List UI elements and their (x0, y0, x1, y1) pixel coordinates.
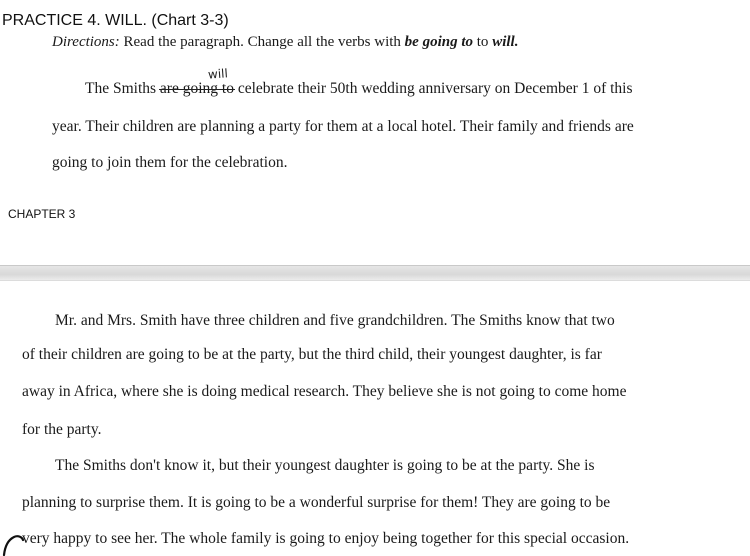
paragraph1-line1 (85, 80, 633, 98)
chapter-label: CHAPTER 3 (8, 207, 76, 221)
practice-title: PRACTICE 4. WILL. (Chart 3-3) (2, 12, 229, 29)
paragraph1-line3: going to join them for the celebration. (52, 154, 288, 171)
paragraph1-line1-start: The Smiths (85, 80, 160, 97)
paragraph1-line2: year. Their children are planning a party for them at a local hotel. Their family and friends are (52, 118, 634, 135)
handwritten-correction: will (207, 66, 229, 82)
directions-emph-will: will. (492, 34, 519, 50)
paragraph2-line3: away in Africa, where she is doing medical research. They believe she is not going to come home (22, 383, 627, 400)
struck-phrase: are going to (159, 80, 234, 97)
paragraph2-line4: for the party. (22, 421, 102, 438)
paragraph3-line2: planning to surprise them. It is going to be a wonderful surprise for them! They are going to be (22, 494, 611, 511)
paragraph3-line1: The Smiths don't know it, but their youngest daughter is going to be at the party. She is (55, 457, 595, 474)
paragraph2-line2: of their children are going to be at the party, but the third child, their youngest daughter, is far (22, 346, 602, 363)
page-divider (0, 265, 750, 281)
directions-emph-going-to: be going to (404, 34, 474, 50)
paragraph1-line1-end: celebrate their 50th wedding anniversary on December 1 of this (233, 80, 633, 97)
paragraph2-line1: Mr. and Mrs. Smith have three children and five grandchildren. The Smiths know that two (55, 312, 615, 329)
cursor-hook-icon (0, 528, 24, 556)
directions-label: Directions: (52, 34, 120, 50)
directions-text-a: Read the paragraph. Change all the verbs with (119, 34, 405, 50)
directions (52, 34, 518, 51)
paragraph3-line3: very happy to see her. The whole family is going to enjoy being together for this special occasion. (22, 530, 630, 547)
directions-text-b: to (473, 34, 493, 50)
